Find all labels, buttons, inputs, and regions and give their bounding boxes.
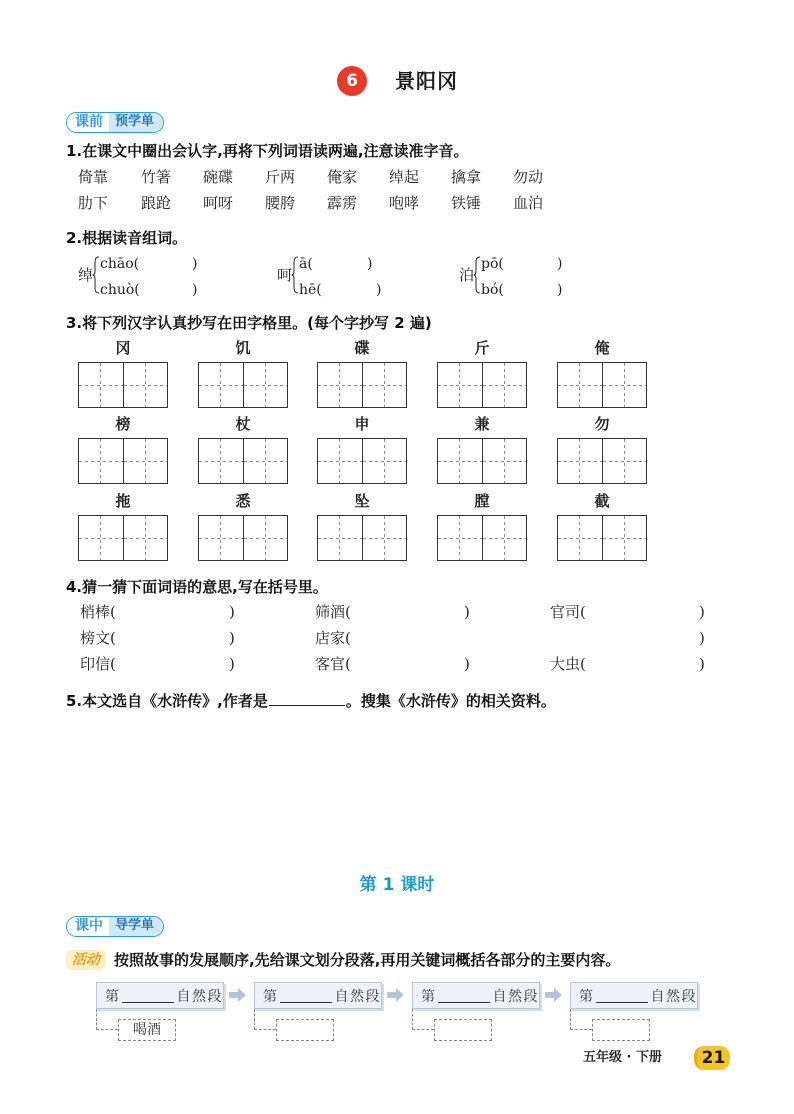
- meaning-item-label: 大虫(: [550, 655, 586, 673]
- tianzige-cell: [363, 439, 407, 483]
- vocab-word: 呵呀: [203, 194, 234, 212]
- character-practice-item: [437, 415, 527, 484]
- keyword-box: 喝酒: [118, 1019, 176, 1041]
- close-paren: ): [557, 282, 563, 298]
- tianzige-grid: [557, 438, 647, 484]
- grade-volume-label: 五年级 · 下册: [583, 1050, 662, 1065]
- meaning-item-label: 官司(: [550, 603, 586, 621]
- close-paren: ): [192, 256, 198, 272]
- tianzige-cell: [438, 363, 483, 407]
- paragraph-number-blank: [122, 989, 174, 1003]
- badge-stage-label: 课中: [67, 917, 109, 936]
- meaning-item-label: 客官(: [315, 655, 351, 673]
- paragraph-step-box: [96, 982, 224, 1009]
- question-5: [66, 692, 556, 710]
- vocab-word: 勿动: [513, 168, 544, 186]
- tianzige-cell: [244, 363, 288, 407]
- vocab-word: 血泊: [513, 194, 544, 212]
- close-paren: ): [464, 603, 470, 621]
- keyword-box: [276, 1019, 334, 1041]
- close-paren: ): [464, 655, 470, 673]
- close-paren: ): [557, 256, 563, 272]
- vocab-word: 擒拿: [451, 168, 482, 186]
- vocab-word: 竹箸: [141, 168, 172, 186]
- tianzige-cell: [438, 439, 483, 483]
- character-practice-item: [557, 492, 647, 561]
- tianzige-cell: [483, 439, 527, 483]
- tianzige-grid: [78, 438, 168, 484]
- close-paren: ): [192, 282, 198, 298]
- step-prefix: 第: [421, 988, 435, 1005]
- practice-character: 截: [594, 492, 610, 510]
- close-paren: ): [699, 629, 705, 647]
- practice-character: 饥: [235, 339, 251, 357]
- vocab-word: 咆哮: [389, 194, 420, 212]
- question-5-text-after: 。搜集《水浒传》的相关资料。: [345, 692, 556, 710]
- dashed-connector: [254, 1009, 276, 1030]
- tianzige-cell: [558, 439, 603, 483]
- polyphone-character: 泊: [459, 266, 475, 284]
- practice-character: 杖: [235, 415, 251, 433]
- vocab-word: 踉跄: [141, 194, 172, 212]
- period-title: 第 1 课时: [359, 875, 435, 895]
- practice-character: 膛: [474, 492, 490, 510]
- tianzige-grid: [317, 515, 407, 561]
- character-practice-item: [317, 339, 407, 408]
- pinyin-reading: ā(: [299, 256, 313, 272]
- character-practice-item: [557, 415, 647, 484]
- practice-character: 坠: [354, 492, 370, 510]
- close-paren: ): [367, 256, 373, 272]
- character-practice-item: [317, 415, 407, 484]
- meaning-item-label: 筛酒(: [315, 603, 351, 621]
- brace-icon: [291, 256, 299, 294]
- tianzige-cell: [79, 516, 124, 560]
- tianzige-grid: [198, 438, 288, 484]
- tianzige-cell: [124, 363, 168, 407]
- close-paren: ): [376, 282, 382, 298]
- badge-sheet-label: 预学单: [109, 113, 163, 132]
- dashed-connector: [96, 1009, 118, 1030]
- tianzige-cell: [79, 439, 124, 483]
- character-practice-item: [78, 492, 168, 561]
- practice-character: 斤: [474, 339, 490, 357]
- tianzige-cell: [603, 516, 647, 560]
- close-paren: ): [699, 603, 705, 621]
- tianzige-cell: [124, 516, 168, 560]
- vocab-word: 铁锤: [451, 194, 482, 212]
- tianzige-cell: [438, 516, 483, 560]
- character-practice-item: [198, 415, 288, 484]
- meaning-item-label: 榜文(: [80, 629, 116, 647]
- meaning-item-label: 店家(: [315, 629, 351, 647]
- badge-sheet-label: 导学单: [109, 917, 163, 936]
- tianzige-cell: [483, 516, 527, 560]
- step-suffix: 自然段: [492, 988, 539, 1005]
- tianzige-grid: [557, 515, 647, 561]
- brace-icon: [473, 256, 481, 294]
- close-paren: ): [699, 655, 705, 673]
- pre-class-badge: [66, 112, 164, 133]
- arrow-right-icon: [229, 988, 247, 1002]
- tianzige-cell: [79, 363, 124, 407]
- close-paren: ): [229, 655, 235, 673]
- tianzige-grid: [198, 362, 288, 408]
- tianzige-cell: [558, 363, 603, 407]
- vocab-word: 俺家: [327, 168, 358, 186]
- vocab-word: 斤两: [265, 168, 296, 186]
- practice-character: 兼: [474, 415, 490, 433]
- step-suffix: 自然段: [334, 988, 381, 1005]
- tianzige-cell: [244, 516, 288, 560]
- tianzige-cell: [603, 439, 647, 483]
- tianzige-grid: [437, 438, 527, 484]
- question-4-prompt: 4.猜一猜下面词语的意思,写在括号里。: [66, 578, 328, 596]
- character-practice-item: [317, 492, 407, 561]
- step-prefix: 第: [579, 988, 593, 1005]
- pinyin-reading: pō(: [481, 256, 504, 272]
- polyphone-character: 绰: [78, 266, 94, 284]
- tianzige-cell: [483, 363, 527, 407]
- step-prefix: 第: [263, 988, 277, 1005]
- tianzige-grid: [317, 438, 407, 484]
- lesson-number-badge: 6: [337, 66, 367, 96]
- arrow-right-icon: [545, 988, 563, 1002]
- arrow-right-icon: [387, 988, 405, 1002]
- character-practice-item: [557, 339, 647, 408]
- step-suffix: 自然段: [176, 988, 223, 1005]
- tianzige-grid: [78, 362, 168, 408]
- paragraph-number-blank: [438, 989, 490, 1003]
- practice-character: 碟: [354, 339, 370, 357]
- keyword-box: [592, 1019, 650, 1041]
- meaning-item-label: 梢棒(: [80, 603, 116, 621]
- close-paren: ): [229, 629, 235, 647]
- practice-character: 俺: [594, 339, 610, 357]
- tianzige-grid: [78, 515, 168, 561]
- dashed-connector: [412, 1009, 434, 1030]
- vocab-word: 碗碟: [203, 168, 234, 186]
- pinyin-reading: bó(: [481, 282, 504, 298]
- tianzige-grid: [437, 515, 527, 561]
- paragraph-step-box: [254, 982, 382, 1009]
- character-practice-item: [437, 492, 527, 561]
- page-number: 21: [694, 1046, 730, 1070]
- activity-badge: 活动: [66, 950, 106, 970]
- tianzige-cell: [124, 439, 168, 483]
- tianzige-grid: [437, 362, 527, 408]
- paragraph-number-blank: [596, 989, 648, 1003]
- practice-character: 悉: [235, 492, 251, 510]
- pinyin-reading: hē(: [299, 282, 322, 298]
- question-1-prompt: 1.在课文中圈出会认字,再将下列词语读两遍,注意读准字音。: [66, 142, 469, 160]
- tianzige-cell: [199, 363, 244, 407]
- tianzige-cell: [244, 439, 288, 483]
- tianzige-cell: [363, 516, 407, 560]
- vocab-word: 肋下: [78, 194, 109, 212]
- character-practice-item: [437, 339, 527, 408]
- vocab-word: 霹雳: [327, 194, 358, 212]
- vocab-word: 绰起: [389, 168, 420, 186]
- tianzige-grid: [198, 515, 288, 561]
- tianzige-cell: [318, 439, 363, 483]
- practice-character: 冈: [115, 339, 131, 357]
- character-practice-item: [78, 415, 168, 484]
- paragraph-number-blank: [280, 989, 332, 1003]
- vocab-word: 倚靠: [78, 168, 109, 186]
- tianzige-cell: [199, 516, 244, 560]
- lesson-title: 景阳冈: [395, 69, 458, 93]
- in-class-badge: [66, 916, 164, 937]
- dashed-connector: [570, 1009, 592, 1030]
- brace-icon: [92, 256, 100, 294]
- tianzige-cell: [603, 363, 647, 407]
- close-paren: ): [229, 603, 235, 621]
- tianzige-cell: [199, 439, 244, 483]
- character-practice-item: [198, 492, 288, 561]
- character-practice-item: [78, 339, 168, 408]
- character-practice-item: [198, 339, 288, 408]
- practice-character: 拖: [115, 492, 131, 510]
- step-prefix: 第: [105, 988, 119, 1005]
- practice-character: 榜: [115, 415, 131, 433]
- pinyin-reading: chāo(: [100, 256, 140, 272]
- meaning-item-label: 印信(: [80, 655, 116, 673]
- tianzige-grid: [317, 362, 407, 408]
- practice-character: 申: [354, 415, 370, 433]
- practice-character: 勿: [594, 415, 610, 433]
- vocab-word: 腰胯: [265, 194, 296, 212]
- question-3-prompt: 3.将下列汉字认真抄写在田字格里。(每个字抄写 2 遍): [66, 314, 432, 332]
- step-suffix: 自然段: [650, 988, 697, 1005]
- tianzige-cell: [318, 363, 363, 407]
- polyphone-character: 呵: [277, 266, 293, 284]
- tianzige-cell: [558, 516, 603, 560]
- activity-instruction: 按照故事的发展顺序,先给课文划分段落,再用关键词概括各部分的主要内容。: [114, 951, 621, 969]
- paragraph-step-box: [570, 982, 698, 1009]
- pinyin-reading: chuò(: [100, 282, 140, 298]
- badge-stage-label: 课前: [67, 113, 109, 132]
- tianzige-grid: [557, 362, 647, 408]
- tianzige-cell: [318, 516, 363, 560]
- author-answer-blank: [269, 692, 345, 706]
- tianzige-cell: [363, 363, 407, 407]
- keyword-box: [434, 1019, 492, 1041]
- question-5-text-before: 5.本文选自《水浒传》,作者是: [66, 692, 268, 710]
- question-2-prompt: 2.根据读音组词。: [66, 229, 188, 247]
- paragraph-step-box: [412, 982, 540, 1009]
